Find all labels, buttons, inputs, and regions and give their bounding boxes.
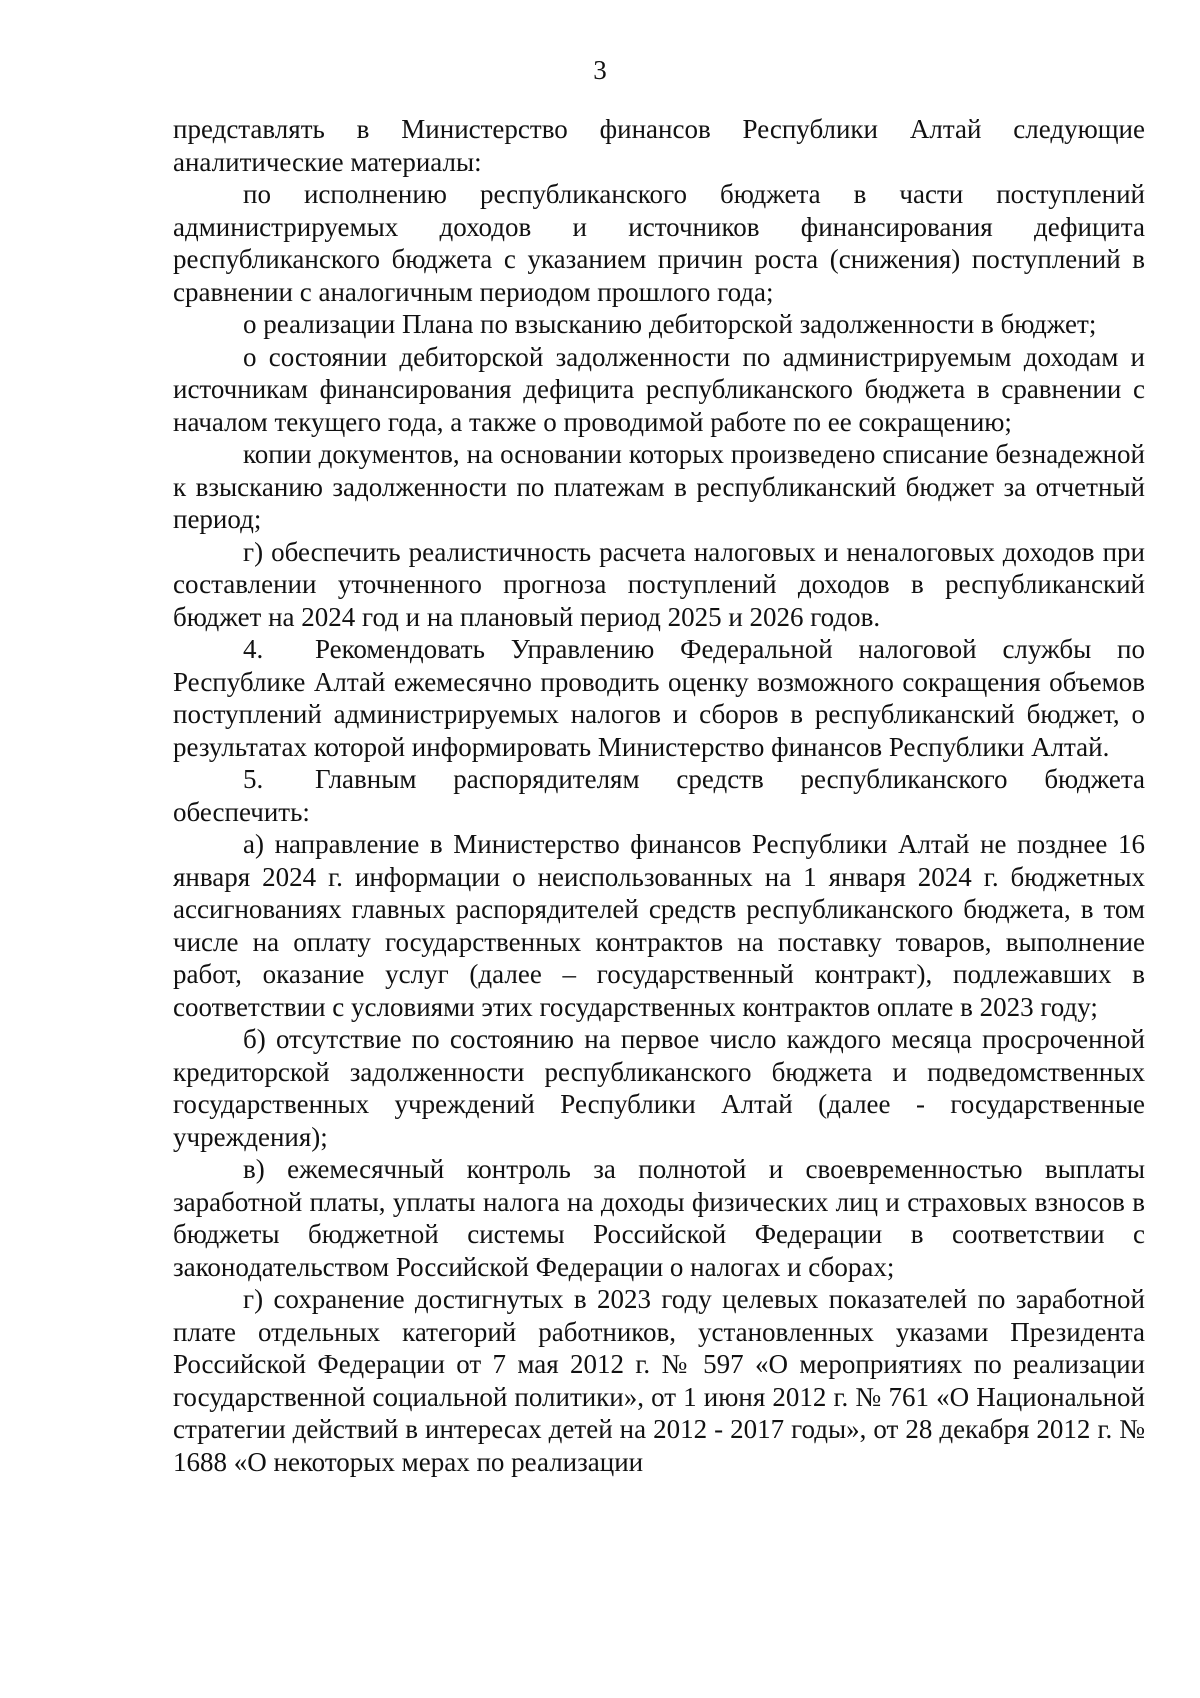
paragraph-revenue-forecast: г) обеспечить реалистичность расчета налоговых и неналоговых доходов при составлении уточненного прогноза поступлений доходов в республиканский бюджет на 2024 год и на плановый период 2025 и 2026 годов. bbox=[173, 536, 1145, 632]
page-number: 3 bbox=[593, 55, 607, 85]
item-number-4: 4. bbox=[243, 634, 264, 664]
paragraph-intro: представлять в Министерство финансов Республики Алтай следующие аналитические материалы: bbox=[173, 114, 1145, 177]
item-4-text: Рекомендовать Управлению Федеральной налоговой службы по Республике Алтай ежемесячно проводить оценку возможного сокращения объемов поступлений администрируемых налогов и сборов в республиканский бюджет, о результатах которой информировать Министерство финансов Республики Алтай. bbox=[173, 634, 1145, 762]
paragraph-debt-recovery-plan: о реализации Плана по взысканию дебиторской задолженности в бюджет; bbox=[243, 309, 1097, 339]
paragraph-write-off-copies: копии документов, на основании которых произведено списание безнадежной к взысканию задолженности по платежам в республиканский бюджет за отчетный период; bbox=[173, 439, 1145, 534]
paragraph-item-4 bbox=[173, 633, 1145, 763]
paragraph-item-5a: а) направление в Министерство финансов Республики Алтай не позднее 16 января 2024 г. информации о неиспользованных на 1 января 2024 г. бюджетных ассигнованиях главных распорядителей средств республиканского бюджета, в том числе на оплату государственных контрактов на поставку товаров, выполнение работ, оказание услуг (далее – государственный контракт), подлежавших в соответствии с условиями этих государственных контрактов оплате в 2023 году; bbox=[173, 829, 1145, 1022]
item-number-5: 5. bbox=[243, 764, 264, 794]
document-body bbox=[173, 113, 1145, 1478]
paragraph-item-5 bbox=[173, 763, 1145, 828]
paragraph-item-5b: б) отсутствие по состоянию на первое число каждого месяца просроченной кредиторской задолженности республиканского бюджета и подведомственных государственных учреждений Республики Алтай (далее - государственные учреждения); bbox=[173, 1024, 1145, 1152]
paragraph-receivables-state: о состоянии дебиторской задолженности по администрируемым доходам и источникам финансирования дефицита республиканского бюджета в сравнении с началом текущего года, а также о проводимой работе по ее сокращению; bbox=[173, 341, 1145, 437]
item-5-text: Главным распорядителям средств республиканского бюджета обеспечить: bbox=[173, 764, 1145, 827]
paragraph-item-5v: в) ежемесячный контроль за полнотой и своевременностью выплаты заработной платы, уплаты налога на доходы физических лиц и страховых взносов в бюджеты бюджетной системы Российской Федерации в соответствии с законодательством Российской Федерации о налогах и сборах; bbox=[173, 1154, 1145, 1282]
paragraph-item-5g: г) сохранение достигнутых в 2023 году целевых показателей по заработной плате отдельных категорий работников, установленных указами Президента Российской Федерации от 7 мая 2012 г. № 597 «О мероприятиях по реализации государственной социальной политики», от 1 июня 2012 г. № 761 «О Национальной стратегии действий в интересах детей на 2012 - 2017 годы», от 28 декабря 2012 г. № 1688 «О некоторых мерах по реализации bbox=[173, 1284, 1145, 1477]
paragraph-budget-execution: по исполнению республиканского бюджета в части поступлений администрируемых доходов и источников финансирования дефицита республиканского бюджета с указанием причин роста (снижения) поступлений в сравнении с аналогичным периодом прошлого года; bbox=[173, 179, 1145, 307]
